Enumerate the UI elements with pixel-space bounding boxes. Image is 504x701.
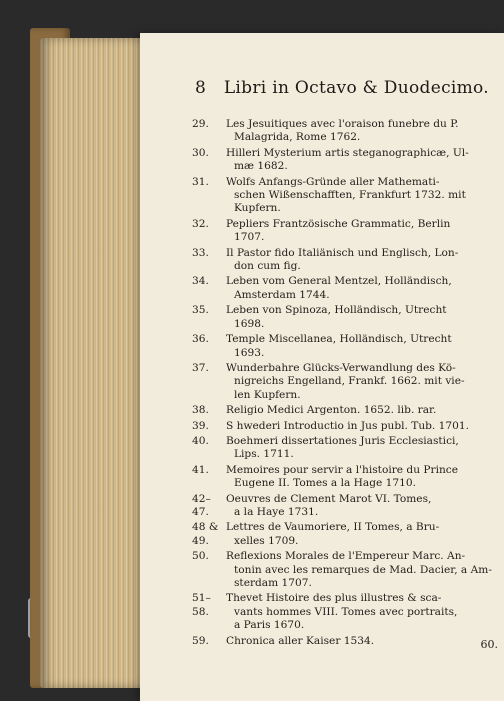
- entry-line: sterdam 1707.: [234, 577, 312, 589]
- entry-text: [226, 592, 496, 632]
- entry-text: [226, 464, 496, 491]
- entry-text: [226, 404, 496, 417]
- entry-text: [226, 420, 496, 433]
- entry-line: Pepliers Frantzösische Grammatic, Berlin: [226, 217, 451, 230]
- entry-line: schen Wißenschafften, Frankfurt 1732. mit: [234, 189, 466, 202]
- entry-number: 34.: [192, 275, 209, 288]
- entry-text: [226, 218, 496, 245]
- entry-line: Memoires pour servir a l'histoire du Prince: [226, 463, 458, 476]
- entry-text: [226, 435, 496, 462]
- entry-line: 1707.: [234, 231, 265, 244]
- entry-line: Religio Medici Argenton. 1652. lib. rar.: [226, 404, 437, 417]
- list-item: [192, 218, 496, 245]
- page-title: Libri in Octavo & Duodecimo.: [223, 78, 489, 98]
- entry-text: [226, 635, 496, 648]
- entry-number: 33.: [192, 246, 209, 259]
- paper-clip-icon: [28, 598, 38, 638]
- entry-line: tonin avec les remarques de Mad. Dacier, a Am-: [234, 563, 492, 576]
- list-item: [192, 304, 496, 331]
- entry-number: 41.: [192, 463, 209, 476]
- entry-line: Hilleri Mysterium artis steganographicæ, Ul-: [226, 146, 469, 159]
- entry-number: 36.: [192, 333, 209, 346]
- entry-line: Les Jesuitiques avec l'oraison funebre du P.: [226, 118, 459, 130]
- signature-mark: 60.: [480, 638, 498, 651]
- list-item: [192, 464, 496, 491]
- list-item: [192, 635, 496, 648]
- entry-line: Amsterdam 1744.: [234, 288, 330, 301]
- book: [30, 28, 504, 701]
- list-item: [192, 275, 496, 302]
- entry-text: [226, 362, 496, 402]
- entry-text: [226, 493, 496, 520]
- list-item: [192, 362, 496, 402]
- page-number: 8: [195, 78, 207, 98]
- entry-number: 32.: [192, 217, 209, 230]
- entry-number: 59.: [192, 634, 209, 647]
- list-item: [192, 147, 496, 174]
- entry-line: Malagrida, Rome 1762.: [234, 131, 361, 144]
- entry-line: Lips. 1711.: [234, 448, 294, 461]
- entry-line: Wolfs Anfangs-Gründe aller Mathemati-: [226, 175, 440, 188]
- entry-number: 48 & 49.: [192, 521, 219, 547]
- entry-line: Leben von Spinoza, Holländisch, Utrecht: [226, 304, 447, 317]
- entry-number: 38.: [192, 404, 209, 417]
- entry-number: 37.: [192, 361, 209, 374]
- entry-line: 1693.: [234, 346, 265, 359]
- entry-line: Reflexions Morales de l'Empereur Marc. An-: [226, 550, 466, 563]
- entry-line: Thevet Histoire des plus illustres & sca-: [226, 592, 442, 605]
- list-item: [192, 435, 496, 462]
- entry-line: Eugene II. Tomes a la Hage 1710.: [234, 477, 416, 490]
- entry-line: Leben vom General Mentzel, Holländisch,: [226, 275, 452, 288]
- entry-line: Kupfern.: [234, 202, 281, 215]
- entry-number: 30.: [192, 146, 209, 159]
- entry-line: len Kupfern.: [234, 388, 301, 401]
- entry-line: Temple Miscellanea, Holländisch, Utrecht: [226, 333, 452, 346]
- entry-text: [226, 333, 496, 360]
- list-item: [192, 592, 496, 632]
- list-item: [192, 247, 496, 274]
- entry-list: [192, 118, 496, 650]
- list-item: [192, 550, 496, 590]
- entry-line: nigreichs Engelland, Frankf. 1662. mit vie-: [234, 375, 465, 388]
- entry-text: [226, 147, 496, 174]
- entry-text: [226, 118, 496, 145]
- entry-text: [226, 176, 496, 216]
- list-item: [192, 404, 496, 417]
- entry-number: 31.: [192, 175, 209, 188]
- list-item: [192, 420, 496, 433]
- entry-number: 40.: [192, 434, 209, 447]
- list-item: [192, 521, 496, 548]
- entry-line: a Paris 1670.: [234, 619, 305, 632]
- entry-number: 51–58.: [192, 592, 211, 618]
- entry-text: [226, 247, 496, 274]
- list-item: [192, 493, 496, 520]
- entry-line: Oeuvres de Clement Marot VI. Tomes,: [226, 492, 432, 505]
- entry-line: S hwederi Introductio in Jus publ. Tub. 1701.: [226, 419, 469, 432]
- entry-line: a la Haye 1731.: [234, 505, 319, 518]
- entry-text: [226, 521, 496, 548]
- entry-line: mæ 1682.: [234, 160, 288, 173]
- entry-line: Boehmeri dissertationes Juris Ecclesiastici,: [226, 434, 459, 447]
- entry-line: Wunderbahre Glücks-Verwandlung des Kö-: [226, 361, 456, 374]
- entry-line: Il Pastor fido Italiänisch und Englisch, Lon-: [226, 246, 459, 259]
- entry-number: 29.: [192, 118, 209, 130]
- entry-number: 42–47.: [192, 492, 211, 518]
- entry-text: [226, 304, 496, 331]
- book-page: [140, 33, 504, 701]
- entry-line: xelles 1709.: [234, 534, 299, 547]
- entry-line: Lettres de Vaumoriere, II Tomes, a Bru-: [226, 521, 440, 534]
- entry-number: 39.: [192, 419, 209, 432]
- entry-number: 35.: [192, 304, 209, 317]
- list-item: [192, 118, 496, 145]
- entry-line: 1698.: [234, 317, 265, 330]
- list-item: [192, 176, 496, 216]
- page-header: [195, 78, 489, 98]
- entry-text: [226, 550, 496, 590]
- entry-line: don cum fig.: [234, 260, 301, 273]
- entry-text: [226, 275, 496, 302]
- entry-line: Chronica aller Kaiser 1534.: [226, 634, 375, 647]
- entry-number: 50.: [192, 550, 209, 563]
- entry-line: vants hommes VIII. Tomes avec portraits,: [234, 605, 458, 618]
- list-item: [192, 333, 496, 360]
